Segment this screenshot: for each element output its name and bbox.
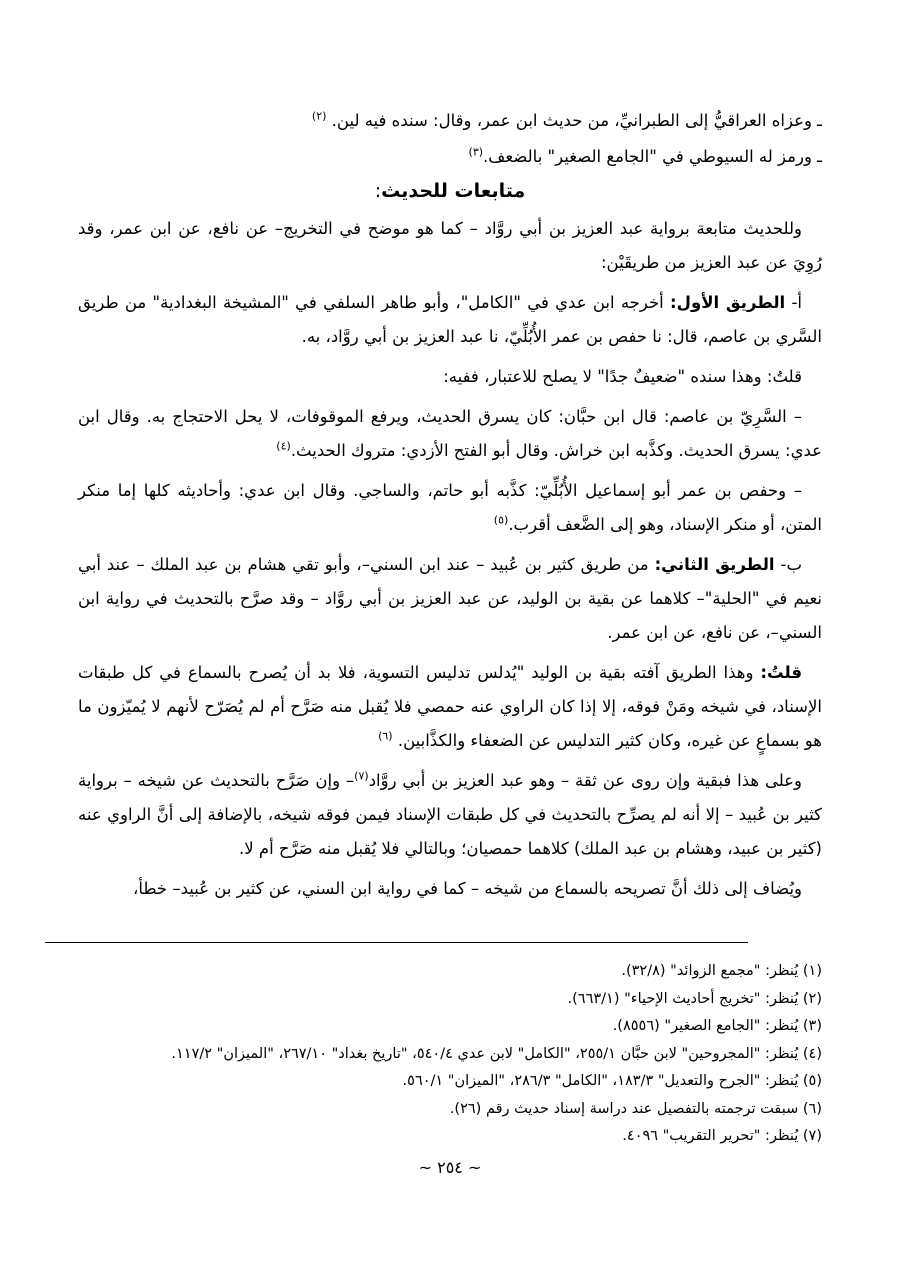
footnote-ref[interactable]: (٤) — [276, 439, 291, 453]
footnote-7: (٧) يُنظر: "تحرير التقريب" ٤٠٩٦. — [622, 1128, 822, 1144]
footnote-ref[interactable]: (٧) — [354, 769, 369, 783]
paragraph-analysis — [78, 656, 822, 758]
heading-text: متابعات للحديث — [381, 180, 526, 202]
footnote-ref[interactable]: (٢) — [311, 109, 327, 123]
analysis-text: وهذا الطريق آفته بقية بن الوليد "يُدلس تدليس التسوية، فلا بد أن يُصرح بالسماع في كل طبقات الإسناد، في شيخه ومَنْ فوقه، إلا إذا كان الراوي عنه حمصي فلا يُقبل منه صَرَّح أم لم يُصَرّح لأنهم لا يُميّزون ما هو بسماعٍ عن غيره، وكان كثير التدليس عن الضعفاء والكذَّابين. — [78, 663, 822, 750]
footnote-ref[interactable]: (٣) — [468, 145, 484, 159]
page-number: ~ ٢٥٤ ~ — [418, 1158, 482, 1177]
paragraph-intro: وللحديث متابعة برواية عبد العزيز بن أبي روَّاد – كما هو موضح في التخريج– عن نافع، عن ابن عمر، وقد رُوِيَ عن عبد العزيز من طريقَيْن: — [78, 219, 822, 272]
footnotes — [60, 958, 822, 1151]
bullet-line-2 — [78, 144, 822, 170]
conclusion-text-a: وعلى هذا فبقية وإن روى عن ثقة – وهو عبد العزيز بن أبي روَّاد — [368, 771, 802, 790]
heading-colon: : — [374, 180, 382, 202]
footnote-divider — [45, 942, 748, 943]
paragraph-narrator-1 — [78, 400, 822, 468]
bullet-line-1 — [78, 108, 822, 134]
footnote-3: (٣) يُنظر: "الجامع الصغير" (٨٥٥٦). — [612, 1018, 822, 1034]
paragraph-first-route — [78, 286, 822, 354]
route-text: أخرجه ابن عدي في "الكامل"، وأبو طاهر السلفي في "المشيخة البغدادية" من طريق السَّري بن عاصم، قال: نا حفص بن عمر الأُبُلِّيّ، نا عبد العزيز بن أبي روَّاد، به. — [78, 293, 822, 346]
conclusion-text-b: – وإن صَرَّح بالتحديث عن شيخه – برواية كثير بن عُبيد – إلا أنه لم يصرِّح بالتحديث في كل طبقات الإسناد فيمن فوقه شيخه، بالإضافة إلى أنَّ الراوي عنه (كثير بن عبيد، وهشام بن عبد الملك) كلاهما حمصيان؛ وبالتالي فلا يُقبل منه صَرَّح أم لا. — [78, 771, 822, 858]
paragraph-second-route — [78, 548, 822, 650]
analysis-label: قلتُ: — [760, 663, 802, 682]
route-label: الطريق الأول: — [670, 293, 786, 312]
narrator-text: – وحفص بن عمر أبو إسماعيل الأُبُلِّيّ: كذَّبه أبو حاتم، والساجي. وقال ابن عدي: وأحاديثه كلها إما منكر المتن، أو منكر الإسناد، وهو إلى الضَّعف أقرب. — [78, 481, 822, 534]
footnote-1: (١) يُنظر: "مجمع الزوائد" (٣٢/٨). — [621, 963, 822, 979]
paragraph-conclusion — [78, 764, 822, 866]
footnote-6: (٦) سبقت ترجمته بالتفصيل عند دراسة إسناد حديث رقم (٢٦). — [449, 1100, 822, 1117]
item-prefix: ب- — [774, 555, 802, 574]
footnote-2: (٢) يُنظر: "تخريج أحاديث الإحياء" (٦٦٣/١). — [567, 990, 822, 1007]
bullet-text: ـ ورمز له السيوطي في "الجامع الصغير" بالضعف. — [483, 147, 822, 166]
paragraph-narrator-2 — [78, 474, 822, 542]
footnote-4: (٤) يُنظر: "المجروحين" لابن حبَّان ٢٥٥/١، "الكامل" لابن عدي ٥٤٠/٤، "تاريخ بغداد" ٢٦٧/١٠، "الميزان" ١١٧/٢. — [171, 1045, 822, 1062]
section-heading — [78, 180, 822, 202]
footnote-5: (٥) يُنظر: "الجرح والتعديل" ١٨٣/٣، "الكامل" ٢٨٦/٣، "الميزان" ٥٦٠/١. — [402, 1073, 822, 1089]
bullet-text: ـ وعزاه العراقيُّ إلى الطبرانيِّ، من حديث ابن عمر، وقال: سنده فيه لين. — [331, 111, 822, 130]
paragraph-comment: قلتُ: وهذا سنده "ضعيفٌ جدًا" لا يصلح للاعتبار، ففيه: — [443, 367, 802, 386]
footnote-ref[interactable]: (٦) — [378, 729, 393, 743]
route-label: الطريق الثاني: — [654, 555, 775, 574]
footnote-ref[interactable]: (٥) — [493, 513, 509, 527]
route-text: من طريق كثير بن عُبيد – عند ابن السني–، وأبو تقي هشام بن عبد الملك – عند أبي نعيم في "الحلية"– كلاهما عن بقية بن الوليد، عن عبد العزيز بن أبي روَّاد – وقد صرَّح بالتحديث في رواية ابن السني–، عن نافع، عن ابن عمر. — [78, 555, 822, 642]
paragraph-addendum: ويُضاف إلى ذلك أنَّ تصريحه بالسماع من شيخه – كما في رواية ابن السني، عن كثير بن عُبيد– خطأ، — [133, 879, 802, 898]
item-prefix: أ- — [785, 293, 802, 312]
narrator-text: – السَّرِيّ بن عاصم: قال ابن حبَّان: كان يسرق الحديث، ويرفع الموقوفات، لا يحل الاحتجاج به. وقال ابن عدي: يسرق الحديث. وكذَّبه ابن خراش. وقال أبو الفتح الأزدي: متروك الحديث. — [78, 407, 822, 460]
